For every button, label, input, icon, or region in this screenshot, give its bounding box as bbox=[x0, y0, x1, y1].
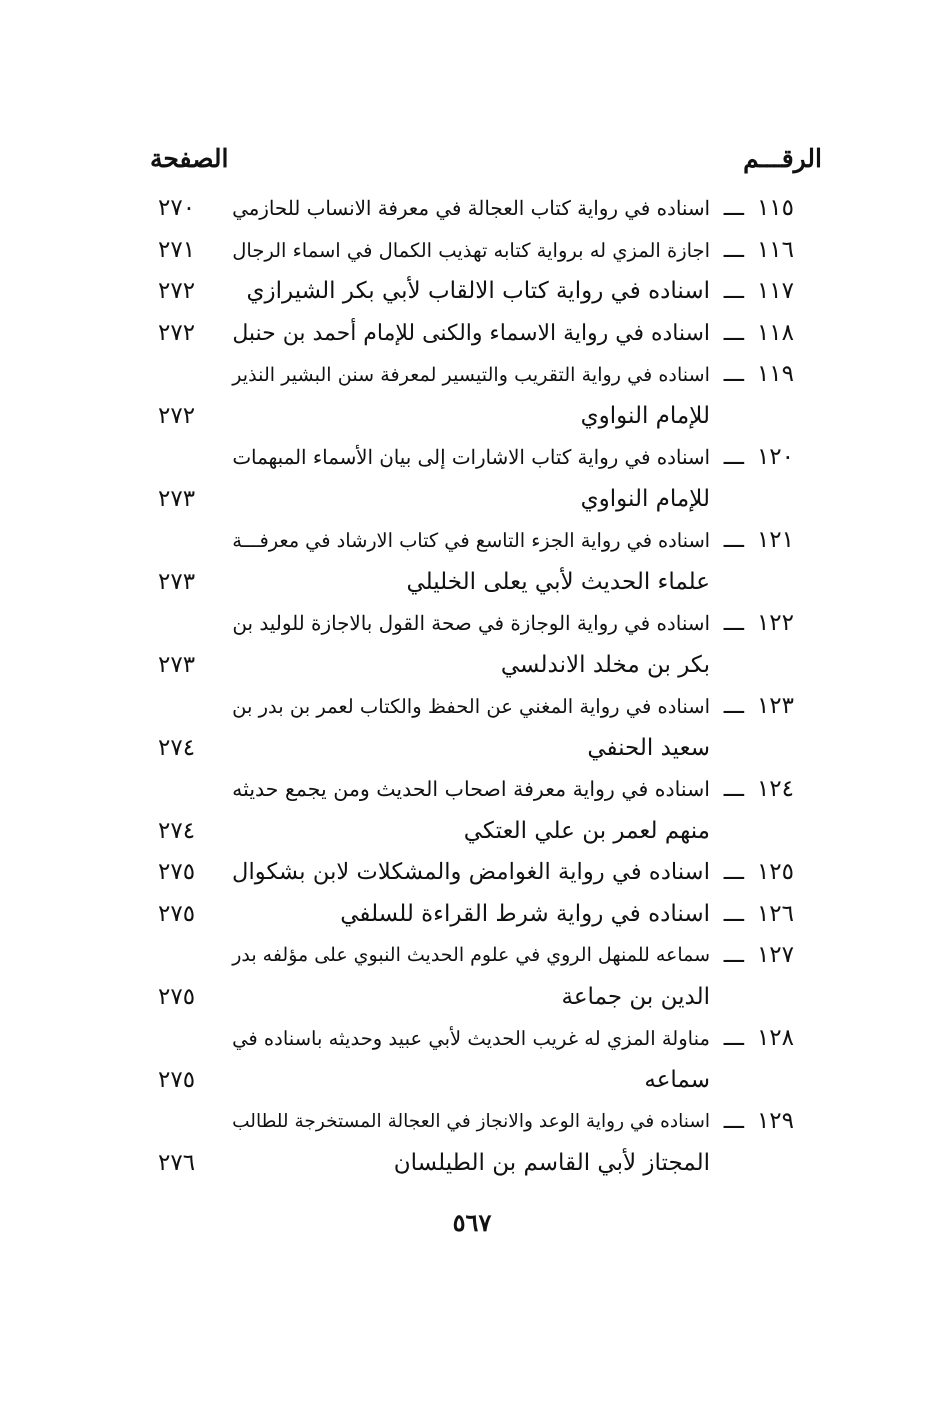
toc-entry bbox=[0, 313, 944, 355]
entry-page-number: ٢٧٣ bbox=[158, 485, 196, 512]
entry-page-number: ٢٧٦ bbox=[158, 1149, 196, 1176]
toc-entry-line bbox=[0, 271, 944, 313]
toc-entry-continuation-line bbox=[0, 1143, 944, 1185]
entry-number: ١١٧ bbox=[756, 278, 794, 304]
entry-page-number: ٢٧٠ bbox=[158, 195, 196, 221]
entry-title: اسناده في رواية التقريب والتيسير لمعرفة سنن البشير النذير bbox=[232, 363, 710, 386]
entry-title: للإمام النواوي bbox=[580, 485, 710, 512]
toc-entry-continuation-line bbox=[0, 1060, 944, 1102]
entry-dash: ـــ bbox=[723, 859, 744, 885]
toc-entry-continuation-line bbox=[0, 728, 944, 770]
toc-entry bbox=[0, 230, 944, 272]
toc-entry-line bbox=[0, 1018, 944, 1060]
entry-title: المجتاز لأبي القاسم بن الطيلسان bbox=[393, 1149, 710, 1176]
page-number: ٥٦٧ bbox=[452, 1208, 492, 1237]
entry-page-number: ٢٧٤ bbox=[158, 734, 196, 761]
toc-entry bbox=[0, 769, 944, 852]
entry-title: اسناده في رواية معرفة اصحاب الحديث ومن يجمع حديثه bbox=[232, 777, 710, 801]
toc-entry bbox=[0, 520, 944, 603]
entry-page-number: ٢٧٣ bbox=[158, 651, 196, 678]
entry-title: للإمام النواوي bbox=[580, 402, 710, 429]
entry-title: سعيد الحنفي bbox=[587, 734, 710, 761]
entry-dash: ـــ bbox=[723, 278, 744, 304]
entry-dash: ـــ bbox=[723, 236, 744, 263]
entry-page-number: ٢٧٣ bbox=[158, 568, 196, 595]
entry-number: ١٢١ bbox=[756, 527, 794, 553]
entry-title: سماعه bbox=[644, 1066, 710, 1093]
toc-entry bbox=[0, 437, 944, 520]
entry-dash: ـــ bbox=[723, 776, 744, 802]
entry-title: اسناده في رواية شرط القراءة للسلفي bbox=[340, 900, 710, 927]
entry-title: اسناده في رواية كتاب العجالة في معرفة الانساب للحازمي bbox=[232, 197, 710, 220]
entry-number: ١٢٨ bbox=[756, 1025, 794, 1051]
toc-entry-line bbox=[0, 313, 944, 355]
entry-page-number: ٢٧٥ bbox=[158, 983, 196, 1010]
number-column-header: الرقـــم bbox=[743, 144, 822, 173]
entry-dash: ـــ bbox=[723, 1108, 744, 1134]
toc-entry-line bbox=[0, 354, 944, 396]
entry-page-number: ٢٧١ bbox=[158, 236, 196, 263]
entry-title: بكر بن مخلد الاندلسي bbox=[500, 651, 710, 678]
entry-page-number: ٢٧٥ bbox=[158, 859, 196, 885]
entry-dash: ـــ bbox=[723, 1025, 744, 1051]
entry-dash: ـــ bbox=[723, 195, 744, 221]
toc-entry-continuation-line bbox=[0, 645, 944, 687]
toc-entry bbox=[0, 354, 944, 437]
entry-number: ١٢٧ bbox=[756, 942, 794, 968]
toc-entry-line bbox=[0, 188, 944, 230]
toc-entry-line bbox=[0, 603, 944, 645]
toc-entry-line bbox=[0, 520, 944, 562]
entry-page-number: ٢٧٥ bbox=[158, 1066, 196, 1093]
entry-page-number: ٢٧٢ bbox=[158, 278, 196, 304]
toc-entry bbox=[0, 935, 944, 1018]
entry-dash: ـــ bbox=[723, 900, 744, 927]
entry-number: ١٢٣ bbox=[756, 693, 794, 719]
toc-entry-line bbox=[0, 894, 944, 936]
entry-page-number: ٢٧٢ bbox=[158, 319, 196, 346]
toc-entry-continuation-line bbox=[0, 396, 944, 438]
entry-number: ١٢٦ bbox=[756, 900, 794, 927]
entry-number: ١٢٠ bbox=[756, 444, 794, 470]
entry-page-number: ٢٧٥ bbox=[158, 900, 196, 927]
toc-entry-line bbox=[0, 686, 944, 728]
toc-entry bbox=[0, 188, 944, 230]
entry-title: اسناده في رواية كتاب الالقاب لأبي بكر الشيرازي bbox=[246, 278, 710, 304]
toc-entry-line bbox=[0, 230, 944, 272]
entry-dash: ـــ bbox=[723, 444, 744, 470]
entry-dash: ـــ bbox=[723, 610, 744, 636]
toc-entry-continuation-line bbox=[0, 811, 944, 853]
entry-number: ١٢٩ bbox=[756, 1108, 794, 1134]
entry-title: اسناده في رواية المغني عن الحفظ والكتاب لعمر بن بدر بن bbox=[232, 695, 710, 718]
table-of-contents bbox=[0, 188, 944, 1184]
entry-page-number: ٢٧٢ bbox=[158, 402, 196, 429]
toc-entry-line bbox=[0, 1101, 944, 1143]
page-column-header: الصفحة bbox=[150, 144, 229, 173]
toc-entry bbox=[0, 852, 944, 894]
entry-number: ١٢٥ bbox=[756, 859, 794, 885]
toc-entry bbox=[0, 1101, 944, 1184]
entry-title: اسناده في رواية الوعد والانجاز في العجالة المستخرجة للطالب bbox=[232, 1111, 710, 1132]
toc-entry-continuation-line bbox=[0, 977, 944, 1019]
toc-entry-line bbox=[0, 852, 944, 894]
toc-entry bbox=[0, 603, 944, 686]
entry-dash: ـــ bbox=[723, 693, 744, 719]
entry-number: ١٢٤ bbox=[756, 776, 794, 802]
entry-dash: ـــ bbox=[723, 527, 744, 553]
toc-entry bbox=[0, 271, 944, 313]
entry-title: الدين بن جماعة bbox=[561, 983, 710, 1010]
entry-title: اسناده في رواية الغوامض والمشكلات لابن بشكوال bbox=[232, 859, 710, 885]
toc-entry bbox=[0, 686, 944, 769]
entry-dash: ـــ bbox=[723, 319, 744, 346]
entry-title: اسناده في رواية الجزء التاسع في كتاب الارشاد في معرفـــة bbox=[232, 529, 710, 552]
entry-title: اسناده في رواية الوجازة في صحة القول بالاجازة للوليد بن bbox=[232, 612, 710, 635]
entry-page-number: ٢٧٤ bbox=[158, 817, 196, 844]
toc-entry-continuation-line bbox=[0, 562, 944, 604]
entry-number: ١١٩ bbox=[756, 361, 794, 387]
entry-title: اسناده في رواية الاسماء والكنى للإمام أحمد بن حنبل bbox=[232, 320, 710, 346]
entry-title: علماء الحديث لأبي يعلى الخليلي bbox=[406, 568, 710, 595]
entry-title: اجازة المزي له برواية كتابه تهذيب الكمال في اسماء الرجال bbox=[232, 238, 710, 262]
toc-entry bbox=[0, 894, 944, 936]
entry-title: منهم لعمر بن علي العتكي bbox=[463, 817, 710, 844]
entry-title: مناولة المزي له غريب الحديث لأبي عبيد وحديثه باسناده في bbox=[232, 1027, 710, 1050]
toc-entry-line bbox=[0, 935, 944, 977]
entry-title: سماعه للمنهل الروي في علوم الحديث النبوي على مؤلفه بدر bbox=[232, 944, 710, 966]
entry-title: اسناده في رواية كتاب الاشارات إلى بيان الأسماء المبهمات bbox=[232, 446, 710, 469]
entry-dash: ـــ bbox=[723, 361, 744, 387]
entry-dash: ـــ bbox=[723, 942, 744, 968]
toc-entry-continuation-line bbox=[0, 479, 944, 521]
toc-entry bbox=[0, 1018, 944, 1101]
toc-entry-line bbox=[0, 769, 944, 811]
entry-number: ١١٨ bbox=[756, 319, 794, 346]
entry-number: ١١٥ bbox=[756, 195, 794, 221]
toc-entry-line bbox=[0, 437, 944, 479]
entry-number: ١١٦ bbox=[756, 236, 794, 263]
entry-number: ١٢٢ bbox=[756, 610, 794, 636]
